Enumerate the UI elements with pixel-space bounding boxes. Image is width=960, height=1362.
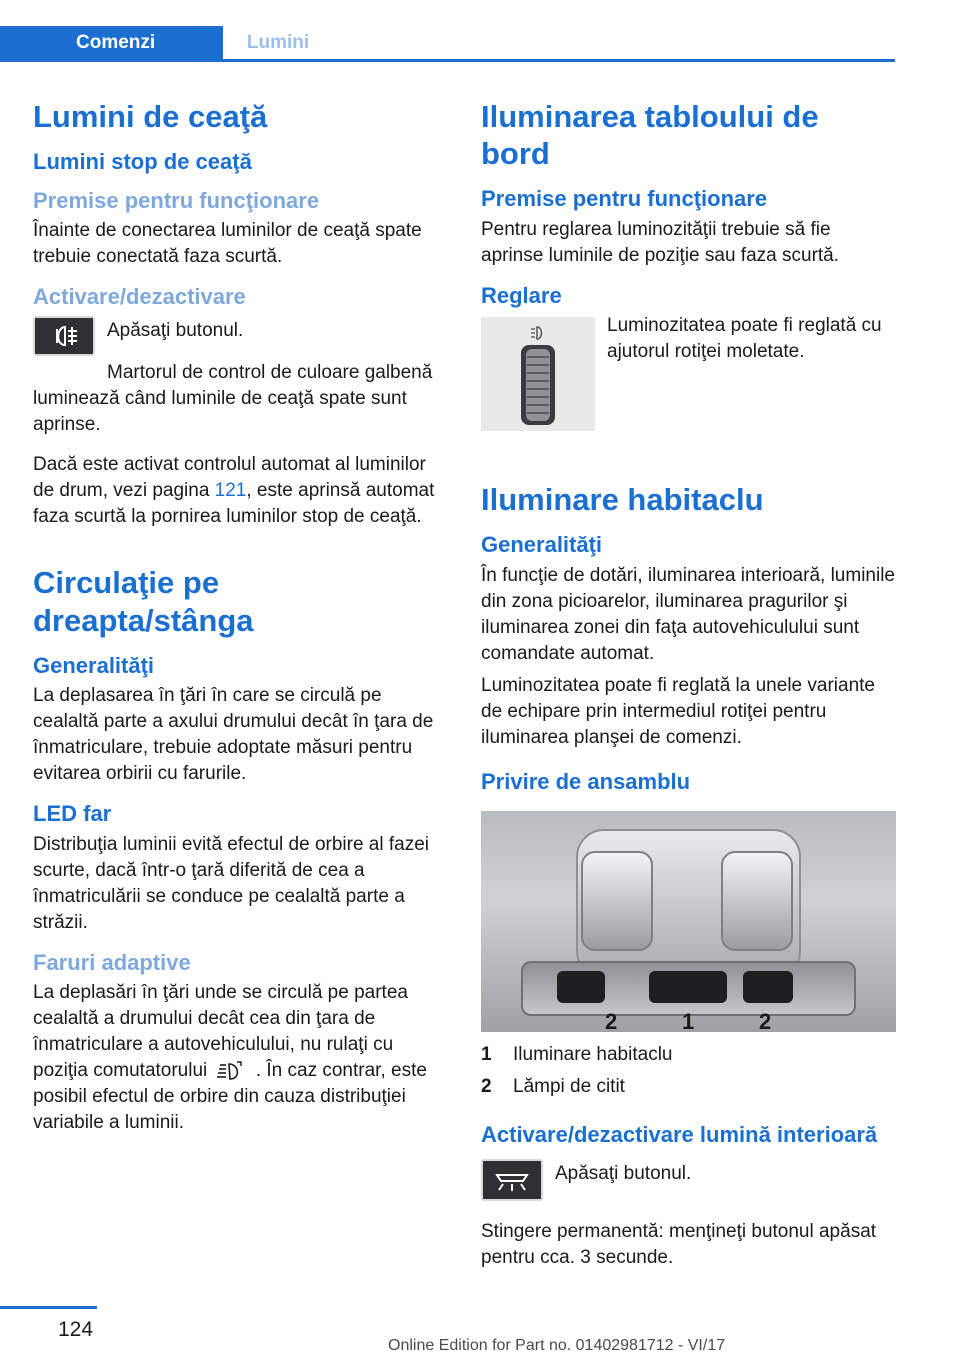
footer-line xyxy=(0,1306,97,1309)
text-indicator: Martorul de control de culoare galbenă luminează când luminile de ceaţă spate sunt aprinse. xyxy=(33,362,433,436)
heading-rear-fog: Lumini stop de ceaţă xyxy=(33,149,252,175)
photo-lamp-right xyxy=(721,851,793,951)
text-general-right: În funcţie de dotări, iluminarea interioară, luminile din zona picioarelor, iluminarea pragurilor şi iluminarea zonei din faţa autovehiculului sunt comandate automat. xyxy=(481,564,895,664)
heading-instrument-lighting: Iluminarea tabloului de bord xyxy=(481,99,819,172)
thumbwheel-image xyxy=(481,317,595,431)
legend-item: 1 Iluminare habitaclu xyxy=(481,1044,673,1066)
tab-comenzi[interactable]: Comenzi xyxy=(0,26,223,59)
text-press-interior: Apăsaţi butonul. xyxy=(555,1162,692,1184)
thumbwheel-row xyxy=(481,317,896,433)
photo-label-2-left: 2 xyxy=(605,1009,618,1033)
tab-lumini[interactable]: Lumini xyxy=(246,32,310,53)
page-number: 124 xyxy=(58,1318,94,1341)
edition-text: Online Edition for Part no. 01402981712 - VI/17 xyxy=(388,1337,726,1354)
text-adaptive: La deplasări în ţări unde se circulă pe partea cealaltă a drumului decât cea din ţara de înmatriculare a autovehiculului, nu rulaţi cu poziţia comutatorului . În caz contrar, este posibil efectul de orbire din cauza distribuţiei variabile a luminii. xyxy=(33,981,427,1133)
text-general-left: La deplasarea în ţări în care se circulă pe cealaltă parte a axului drumului decât în ţara de înmatriculare, trebuie adoptate măsuri pentru evitarea orbirii cu farurile. xyxy=(33,685,434,785)
heading-overview: Privire de ansamblu xyxy=(481,768,691,794)
heading-adjust: Reglare xyxy=(481,282,562,308)
photo-key-right xyxy=(743,971,793,1003)
photo-key-center xyxy=(649,971,727,1003)
heading-prerequisites: Premise pentru funcţionare xyxy=(33,187,320,213)
photo-label-1: 1 xyxy=(682,1009,695,1033)
interior-light-photo xyxy=(481,811,896,1032)
heading-toggle-interior: Activare/dezactivare lumină interioară xyxy=(481,1122,878,1148)
heading-interior-lighting: Iluminare habitaclu xyxy=(481,482,764,518)
text-brightness: Luminozitatea poate fi reglată la unele variante de echipare prin intermediul rotiţei pentru iluminarea planşei de comenzi. xyxy=(481,674,875,748)
heading-led-headlight: LED far xyxy=(33,801,112,827)
left-column xyxy=(33,98,448,1136)
heading-adaptive-headlights: Faruri adaptive xyxy=(33,949,191,975)
page-link-121[interactable]: 121 xyxy=(214,480,247,502)
heading-prerequisites-right: Premise pentru funcţionare xyxy=(481,186,768,212)
heading-general-left: Generalităţi xyxy=(33,652,155,678)
heading-activation: Activare/dezactivare xyxy=(33,283,246,309)
adaptive-light-switch-icon xyxy=(213,1060,251,1082)
photo-key-left xyxy=(557,971,605,1003)
right-column xyxy=(481,98,896,1271)
rear-fog-light-icon xyxy=(33,316,95,356)
header-tabbar xyxy=(0,26,895,62)
text-permanent-off: Stingere permanentă: menţineţi butonul apăsat pentru cca. 3 secunde. xyxy=(481,1220,877,1268)
text-adjust: Luminozitatea poate fi reglată cu ajutorul rotiţei moletate. xyxy=(607,315,882,363)
legend xyxy=(481,1042,896,1100)
heading-general-right: Generalităţi xyxy=(481,532,603,558)
fog-button-row xyxy=(33,316,448,360)
text-led-headlight: Distribuţia luminii evită efectul de orbire al fazei scurte, dacă într-o ţară diferită de cea a înmatriculării se conduce pe cealaltă parte a străzii. xyxy=(33,833,430,933)
legend-item: 2 Lămpi de citit xyxy=(481,1076,625,1098)
text-press-button: Apăsaţi butonul. xyxy=(107,320,244,342)
heading-fog-lights: Lumini de ceaţă xyxy=(33,99,268,134)
photo-lamp-left xyxy=(581,851,653,951)
text-prerequisites: Înainte de conectarea luminilor de ceaţă spate trebuie conectată faza scurtă. xyxy=(33,219,422,267)
text-auto-headlights: Dacă este activat controlul automat al luminilor de drum, vezi pagina 121, este aprinsă automat faza scurtă la pornirea luminilor stop de ceaţă. xyxy=(33,454,435,528)
text-prerequisites-right: Pentru reglarea luminozităţii trebuie să fie aprinse luminile de poziţie sau faza scurtă. xyxy=(481,218,840,266)
interior-button-row xyxy=(481,1159,896,1205)
photo-label-2-right: 2 xyxy=(759,1009,772,1033)
interior-light-icon xyxy=(481,1159,543,1201)
heading-traffic-side: Circulaţie pe dreapta/stânga xyxy=(33,565,254,638)
